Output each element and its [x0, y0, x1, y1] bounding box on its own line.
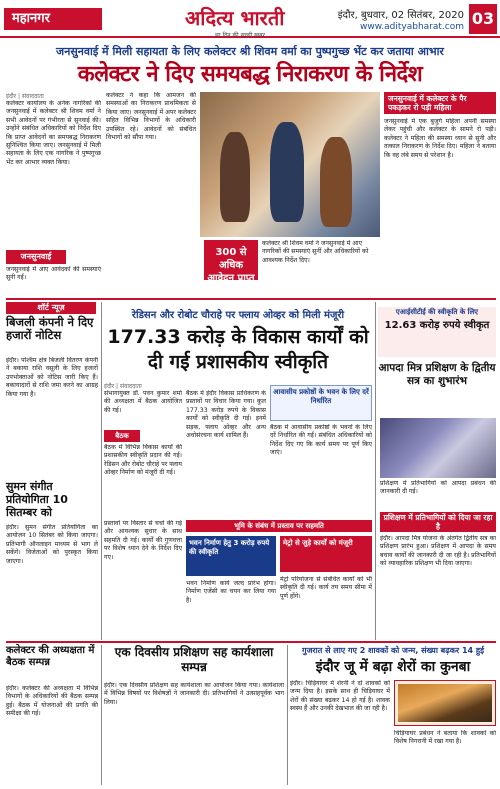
bottom-mid-headline: एक दिवसीय प्रशिक्षण सह कार्यशाला सम्पन्न: [114, 645, 274, 674]
stat-box: 300 से अधिक आवेदन प्राप्त हुए: [204, 240, 258, 280]
lead-text: कलेक्टर कार्यालय के अनेक नागरिकों की जनसुनवाई में कलेक्टर श्री शिवम वर्मा ने सभी आवेदनों पर गंभीरता से सुनवाई की। उन्होंने संबंधित अधिकारियों को निर्देश दिए कि प्राप्त आवेदनों का समयबद्ध निराकरण सुनिश्चित किया जाए। जनसुनवाई में मिली सहायता के लिए एक नागरिक ने पुष्पगुच्छ भेंट कर आभार व्यक्त किया।: [6, 100, 101, 166]
column-divider: [101, 645, 102, 785]
dateline: इंदौर, बुधवार, 02 सितंबर, 2020: [337, 10, 464, 21]
mid-side-headline: 12.63 करोड़ रुपये स्वीकृत: [384, 320, 490, 331]
column-divider: [375, 302, 376, 640]
brand-tagline: हर दिन की सच्ची खबर: [215, 32, 265, 39]
lead-photo: [200, 92, 380, 237]
section-tag: महानगर: [4, 8, 102, 30]
tiger-photo: [398, 684, 492, 722]
baithak-label: बैठक: [104, 430, 140, 442]
mid-text-3: बैठक में आवासीय प्रकोष्ठों के भवनों के लिए दरें निर्धारित की गईं। संबंधित अधिकारियों को निर्देश दिए गए कि कार्य समय पर पूर्ण किए जाएं।: [270, 424, 372, 457]
page-header: [0, 0, 500, 38]
mid-kicker: रेडिसन और रोबोट चौराहे पर फ्लाय ओव्हर को मिली मंजूरी: [131, 310, 345, 321]
bottom-right-text-2: चिड़ियाघर प्रबंधन ने बताया कि शावकों को विशेष निगरानी में रखा गया है।: [394, 730, 496, 746]
bottom-left-text: इंदौर। कलेक्टर की अध्यक्षता में विभिन्न विभागों के अधिकारियों की बैठक सम्पन्न हुई। बैठक में योजनाओं की प्रगति की समीक्षा की गई।: [6, 685, 98, 718]
short-news-headline-2: सुमन संगीत प्रतियोगिता 10 सितम्बर को: [6, 480, 68, 519]
short-news-text-2: इंदौर। सुमन संगीत प्रतियोगिता का आयोजन 10 सितंबर को किया जाएगा। प्रतिभागी ऑनलाइन माध्यम से भाग ले सकेंगे। विजेताओं को पुरस्कृत किया जाएगा।: [6, 524, 98, 565]
bottom-right-text: इंदौर। चिड़ियाघर में शेरनी ने दो शावकों को जन्म दिया है। इसके साथ ही चिड़ियाघर में शेरों की संख्या बढ़कर 14 हो गई है। शावक स्वस्थ हैं और उनकी देखभाल की जा रही है।: [290, 680, 390, 713]
lead-kicker: जनसुनवाई में मिली सहायता के लिए कलेक्टर श्री शिवम वर्मा का पुष्पगुच्छ भेंट कर जताया आभार: [56, 45, 444, 58]
red-subheading: भूमि के संबंध में प्रस्ताव पर सहमति: [186, 520, 372, 532]
side-story-headline: जनसुनवाई में कलेक्टर के पैर पकड़कर रो पड़ी महिला: [384, 92, 496, 114]
side-story-text: जनसुनवाई में एक बुजुर्ग महिला अपनी समस्या लेकर पहुंची और कलेक्टर के सामने रो पड़ी। कलेक्टर ने महिला की समस्या ध्यान से सुनी और तत्काल निराकरण के निर्देश दिए। महिला ने बताया कि वह लंबे समय से परेशान है।: [384, 118, 496, 159]
section-divider: [6, 298, 496, 300]
right-headline: आपदा मित्र प्रशिक्षण के द्वितीय सत्र का शुभारंभ: [378, 362, 496, 387]
mid-text-1b: बैठक में विभिन्न विकास कार्यों की प्रशासकीय स्वीकृति प्रदान की गई। रेडिसन और रोबोट चौराहे पर फ्लाय ओव्हर निर्माण को मंजूरी दी गई।: [104, 444, 182, 477]
right-subheading: प्रशिक्षण में प्रतिभागियों को दिया जा रहा है: [380, 512, 496, 532]
mid-headline: 177.33 करोड़ के विकास कार्यों को दी गई प्रशासकीय स्वीकृति: [107, 326, 369, 373]
lead-byline: इंदौर | संवाददाता: [6, 93, 44, 100]
photo-person: [270, 122, 304, 222]
mid-side-kicker: एआईसीटीई की स्वीकृति के लिए: [395, 308, 479, 316]
mid-sub-headline: आवासीय प्रकोष्ठों के भवन के लिए दरें निर्धारित: [273, 388, 369, 405]
short-news-text-1: इंदौर। पश्चिम क्षेत्र बिजली वितरण कंपनी ने बकाया राशि वसूली के लिए हजारों उपभोक्ताओं को नोटिस जारी किए हैं। बकायादारों से राशि जमा करने का आग्रह किया गया है।: [6, 357, 98, 398]
bottom-mid-text: इंदौर। एक दिवसीय प्रशिक्षण सह कार्यशाला का आयोजन किया गया। कार्यशाला में विभिन्न विषयों पर विशेषज्ञों ने जानकारी दी। प्रतिभागियों ने उत्साहपूर्वक भाग लिया।: [104, 682, 284, 706]
lead-photo-caption: कलेक्टर श्री शिवम वर्मा ने जनसुनवाई में आए नागरिकों की समस्याएं सुनीं और अधिकारियों को आवश्यक निर्देश दिए।: [262, 240, 369, 264]
section-divider: [6, 641, 496, 643]
mid-text-2: बैठक में इंदौर विकास प्राधिकरण के प्रस्तावों पर विचार किया गया। कुल 177.33 करोड़ रुपये के विकास कार्यों को स्वीकृति दी गई। इनमें सड़क, फ्लाय ओव्हर और अन्य अधोसंरचना कार्य शामिल हैं।: [186, 390, 266, 440]
bottom-right-headline: इंदौर जू में बढ़ा शेरों का कुनबा: [315, 659, 471, 675]
brand-name: अदित्य भारती: [185, 6, 285, 30]
photo-person: [220, 132, 250, 222]
short-news-tag: शॉर्ट न्यूज़: [6, 302, 96, 314]
page-number: 03: [469, 4, 497, 34]
mid-text-5: भवन निर्माण कार्य जल्द प्रारंभ होगा। निर्माण एजेंसी का चयन कर लिया गया है।: [186, 580, 276, 604]
red-highlight-box: मेट्रो से जुड़े कार्यों को मंजूरी: [280, 536, 372, 572]
brand-logo: [185, 4, 284, 39]
column-divider: [287, 645, 288, 785]
blue-highlight-box: भवन निर्माण हेतु 3 करोड़ रुपये की स्वीकृति: [186, 536, 276, 576]
mid-text-1: संभागायुक्त डॉ. पवन कुमार शर्मा की अध्यक्षता में बैठक आयोजित की गई।: [104, 390, 182, 414]
training-photo: [380, 418, 496, 478]
lead-text-2: जनसुनवाई में आए आवेदकों की समस्याएं सुनी गईं।: [6, 266, 101, 282]
website-link[interactable]: www.adityabharat.com: [360, 22, 464, 32]
jansunwai-label: जनसुनवाई: [6, 250, 66, 264]
short-news-headline-1: बिजली कंपनी ने दिए हजारों नोटिस: [6, 315, 94, 342]
lead-headline: कलेक्टर ने दिए समयबद्ध निराकरण के निर्देश: [77, 62, 423, 87]
photo-person: [320, 137, 352, 227]
mid-byline: इंदौर | संवाददाता: [104, 383, 142, 390]
training-photo-caption: प्रशिक्षण में प्रतिभागियों को आपदा प्रबंधन की जानकारी दी गई।: [380, 480, 496, 496]
mid-text-6: मेट्रो परियोजना से संबंधित कार्यों को भी स्वीकृति दी गई। कार्य तय समय सीमा में पूर्ण होंगे।: [280, 576, 372, 600]
column-divider: [101, 302, 102, 640]
bottom-right-kicker: गुजरात से लाए गए 2 शावकों को जन्म, संख्या बढ़कर 14 हुई: [301, 646, 485, 655]
bottom-left-headline: कलेक्टर की अध्यक्षता में बैठक सम्पन्न: [6, 645, 95, 668]
mid-text-4: प्रस्तावों पर विस्तार से चर्चा की गई और आवश्यक सुधार के साथ सहमति दी गई। कार्यों की गुणवत्ता पर विशेष ध्यान देने के निर्देश दिए गए।: [104, 520, 182, 561]
lead-column-2: कलेक्टर ने कहा कि आमजन की समस्याओं का निराकरण प्राथमिकता से किया जाए। जनसुनवाई में अपर कलेक्टर सहित विभिन्न विभागों के अधिकारी उपस्थित रहे। आवेदनों को संबंधित विभागों को सौंपा गया।: [106, 92, 196, 142]
right-text: इंदौर। आपदा मित्र योजना के अंतर्गत द्वितीय सत्र का प्रशिक्षण प्रारंभ हुआ। प्रशिक्षण में आपदा के समय बचाव कार्यों की जानकारी दी जा रही है। प्रतिभागियों को व्यावहारिक प्रशिक्षण भी दिया जाएगा।: [380, 535, 496, 568]
